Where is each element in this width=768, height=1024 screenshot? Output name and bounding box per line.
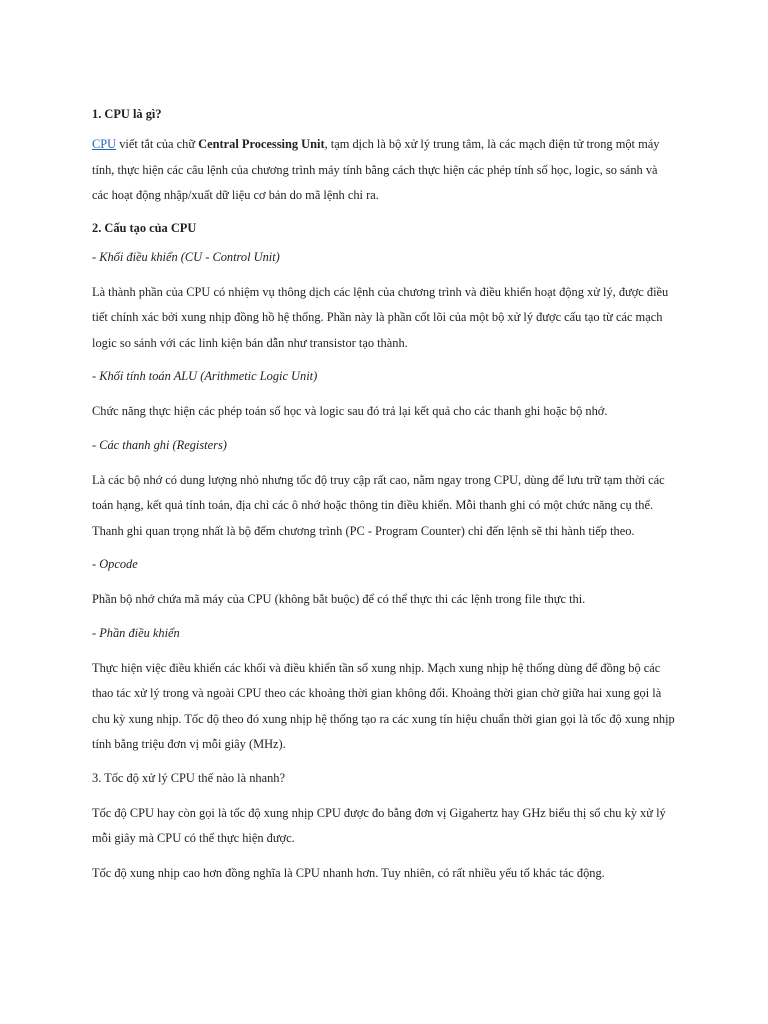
cpu-link[interactable]: CPU	[92, 137, 117, 151]
registers-subheading: - Các thanh ghi (Registers)	[92, 437, 227, 452]
registers-paragraph: Là các bộ nhớ có dung lượng nhỏ nhưng tốc độ truy cập rất cao, nằm ngay trong CPU, dùng để lưu trữ tạm thời các toán hạng, kết quả tính toán, địa chỉ các ô nhớ hoặc thông tin điều khiển. Mỗi thanh ghi có một chức năng cụ thể. Thanh ghi quan trọng nhất là bộ đếm chương trình (PC - Program Counter) chỉ đến lệnh sẽ thi hành tiếp theo.	[92, 472, 665, 538]
section-1-bold-term: Central Processing Unit	[198, 137, 325, 151]
opcode-paragraph: Phần bộ nhớ chứa mã máy của CPU (không bắt buộc) để có thể thực thi các lệnh trong file thực thi.	[92, 592, 586, 606]
section-1-text-b: , tạm dịch là bộ xử lý trung tâm, là các mạch điện tử trong một máy tính, thực hiện các câu lệnh của chương trình máy tính bằng cách thực hiện các phép tính số học, logic, so sánh và các hoạt động nhập/xuất dữ liệu cơ bản do mã lệnh chỉ ra.	[92, 137, 660, 202]
section-1-text-a: viết tắt của chữ	[116, 137, 199, 151]
control-part-subheading: - Phần điều khiển	[92, 625, 180, 640]
section-3-paragraph-2: Tốc độ xung nhịp cao hơn đồng nghĩa là CPU nhanh hơn. Tuy nhiên, có rất nhiều yếu tố khác tác động.	[92, 865, 605, 880]
section-3-heading: 3. Tốc độ xử lý CPU thế nào là nhanh?	[92, 770, 286, 785]
opcode-subheading: - Opcode	[92, 557, 138, 571]
control-unit-subheading: - Khối điều khiển (CU - Control Unit)	[92, 249, 280, 264]
alu-subheading: - Khối tính toán ALU (Arithmetic Logic Unit)	[92, 369, 318, 383]
control-unit-paragraph: Là thành phần của CPU có nhiệm vụ thông dịch các lệnh của chương trình và điều khiển hoạt động xử lý, được điều tiết chính xác bởi xung nhịp đồng hồ hệ thống. Phần này là phần cốt lõi của một bộ xử lý được cấu tạo từ các mạch logic so sánh với các linh kiện bán dẫn như transistor tạo thành.	[92, 284, 669, 350]
alu-paragraph: Chức năng thực hiện các phép toán số học và logic sau đó trả lại kết quả cho các thanh ghi hoặc bộ nhớ.	[92, 404, 608, 418]
section-2-heading: 2. Cấu tạo của CPU	[92, 220, 197, 235]
section-3-paragraph-1: Tốc độ CPU hay còn gọi là tốc độ xung nhịp CPU được đo bằng đơn vị Gigahertz hay GHz biểu thị số chu kỳ xử lý mỗi giây mà CPU có thể thực hiện được.	[92, 805, 666, 845]
control-part-paragraph: Thực hiện việc điều khiển các khối và điều khiển tần số xung nhịp. Mạch xung nhịp hệ thống dùng để đồng bộ các thao tác xử lý trong và ngoài CPU theo các khoảng thời gian không đổi. Khoảng thời gian chờ giữa hai xung gọi là chu kỳ xung nhịp. Tốc độ theo đó xung nhịp hệ thống tạo ra các xung tín hiệu chuẩn thời gian gọi là tốc độ xung nhịp tính bằng triệu đơn vị mỗi giây (MHz).	[92, 660, 675, 751]
section-1-paragraph	[92, 132, 676, 209]
section-1-heading: 1. CPU là gì?	[92, 107, 162, 121]
